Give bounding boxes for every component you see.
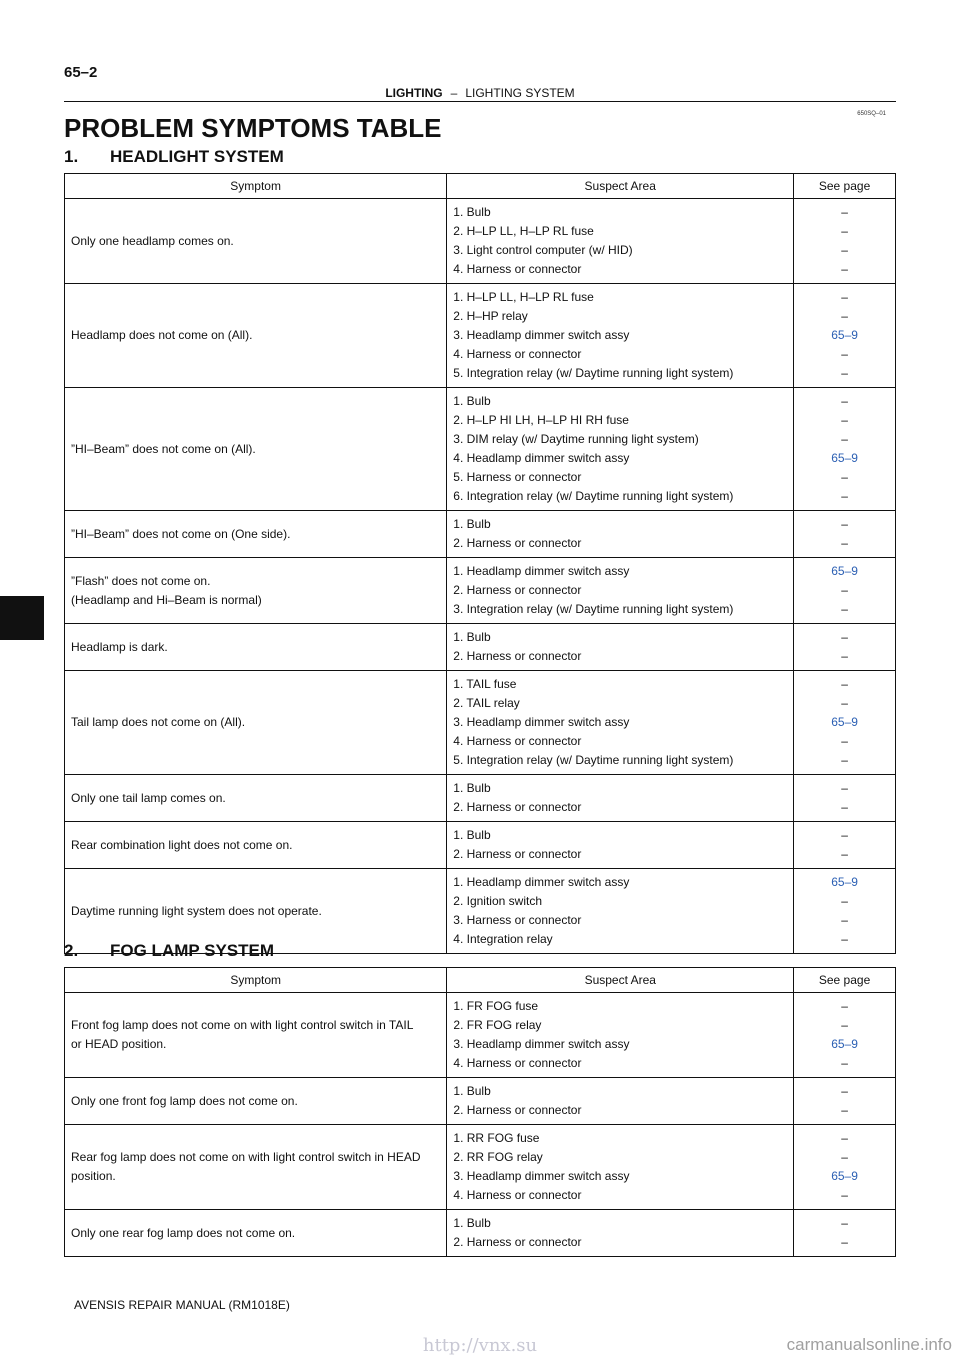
suspect-item: 2. H–LP LL, H–LP RL fuse [453, 224, 594, 238]
symptom-cell [65, 1210, 447, 1257]
suspect-item: 1. Bulb [453, 394, 491, 408]
page-reference-none: – [841, 432, 848, 446]
page-reference-none: – [841, 394, 848, 408]
column-header-suspect-area: Suspect Area [447, 174, 794, 199]
symptom-text: Headlamp is dark. [71, 639, 168, 654]
fog-lamp-symptom-table [64, 967, 896, 1257]
see-page-cell [794, 388, 896, 511]
column-header-see-page: See page [794, 968, 896, 993]
table-row [65, 558, 896, 624]
page-reference-none: – [841, 630, 848, 644]
page-reference-none: – [841, 1103, 848, 1117]
see-page-cell [794, 199, 896, 284]
page-reference-none: – [841, 602, 848, 616]
suspect-area-cell [447, 993, 794, 1078]
page-reference-link[interactable]: 65–9 [831, 875, 858, 889]
suspect-item: 2. RR FOG relay [453, 1150, 543, 1164]
suspect-item: 1. Bulb [453, 1216, 491, 1230]
header-rule [64, 101, 896, 102]
symptom-cell [65, 558, 447, 624]
table-header-row [65, 968, 896, 993]
symptom-text: ”HI–Beam” does not come on (One side). [71, 526, 291, 541]
header-chapter: LIGHTING [385, 86, 443, 100]
symptom-cell [65, 1078, 447, 1125]
footer-watermark: carmanualsonline.info [786, 1335, 952, 1354]
suspect-item: 2. Harness or connector [453, 847, 582, 861]
symptom-cell [65, 822, 447, 869]
suspect-item: 2. Harness or connector [453, 1235, 582, 1249]
column-header-symptom: Symptom [65, 968, 447, 993]
page-number: 65–2 [64, 64, 98, 81]
page-reference-none: – [841, 828, 848, 842]
symptom-cell [65, 199, 447, 284]
page-reference-none: – [841, 347, 848, 361]
page-reference-none: – [841, 205, 848, 219]
page-reference-none: – [841, 1056, 848, 1070]
page-reference-none: – [841, 894, 848, 908]
suspect-item: 1. Headlamp dimmer switch assy [453, 564, 630, 578]
suspect-item: 2. TAIL relay [453, 696, 520, 710]
see-page-cell [794, 284, 896, 388]
table-row [65, 388, 896, 511]
table-row [65, 284, 896, 388]
page-reference-link[interactable]: 65–9 [831, 564, 858, 578]
suspect-item: 2. H–LP HI LH, H–LP HI RH fuse [453, 413, 629, 427]
page-reference-none: – [841, 243, 848, 257]
see-page-cell [794, 511, 896, 558]
header-separator: – [450, 86, 458, 100]
symptom-text: Only one rear fog lamp does not come on. [71, 1225, 296, 1240]
symptom-text: Headlamp does not come on (All). [71, 328, 253, 342]
suspect-item: 5. Integration relay (w/ Daytime running light system) [453, 753, 734, 767]
table-row [65, 624, 896, 671]
table-header-row [65, 174, 896, 199]
suspect-item: 3. DIM relay (w/ Daytime running light system) [453, 432, 699, 446]
suspect-item: 4. Integration relay [453, 932, 553, 946]
symptom-cell [65, 671, 447, 775]
suspect-item: 3. Integration relay (w/ Daytime running light system) [453, 602, 734, 616]
suspect-item: 1. FR FOG fuse [453, 999, 539, 1013]
section-tab-marker [0, 596, 44, 640]
page-reference-none: – [841, 413, 848, 427]
suspect-area-cell [447, 388, 794, 511]
suspect-item: 3. Headlamp dimmer switch assy [453, 1037, 630, 1051]
page-reference-none: – [841, 1131, 848, 1145]
suspect-area-cell [447, 1078, 794, 1125]
table-row [65, 199, 896, 284]
page-reference-none: – [841, 847, 848, 861]
suspect-item: 1. H–LP LL, H–LP RL fuse [453, 290, 594, 304]
suspect-item: 2. Harness or connector [453, 649, 582, 663]
page-reference-none: – [841, 470, 848, 484]
doc-code: 650SQ–01 [857, 111, 886, 117]
suspect-item: 2. Harness or connector [453, 536, 582, 550]
page-reference-none: – [841, 366, 848, 380]
suspect-item: 2. Harness or connector [453, 583, 582, 597]
suspect-item: 3. Headlamp dimmer switch assy [453, 1169, 630, 1183]
page-reference-none: – [841, 753, 848, 767]
page-reference-none: – [841, 696, 848, 710]
suspect-item: 1. Bulb [453, 828, 491, 842]
table-row [65, 1078, 896, 1125]
page-reference-none: – [841, 734, 848, 748]
suspect-area-cell [447, 822, 794, 869]
symptom-text: Only one front fog lamp does not come on. [71, 1093, 298, 1108]
see-page-cell [794, 822, 896, 869]
suspect-area-cell [447, 199, 794, 284]
section-name: FOG LAMP SYSTEM [110, 941, 275, 960]
page-reference-none: – [841, 999, 848, 1013]
see-page-cell [794, 993, 896, 1078]
symptom-text: position. [71, 1169, 116, 1183]
suspect-item: 3. Harness or connector [453, 913, 582, 927]
suspect-area-cell [447, 775, 794, 822]
symptom-text: Tail lamp does not come on (All). [71, 715, 246, 729]
page-title: PROBLEM SYMPTOMS TABLE [64, 113, 442, 143]
table-row [65, 993, 896, 1078]
page-reference-none: – [841, 1084, 848, 1098]
suspect-area-cell [447, 624, 794, 671]
page-reference-link[interactable]: 65–9 [831, 1037, 858, 1051]
suspect-item: 6. Integration relay (w/ Daytime running light system) [453, 489, 734, 503]
symptom-cell [65, 624, 447, 671]
see-page-cell [794, 558, 896, 624]
suspect-area-cell [447, 869, 794, 954]
suspect-area-cell [447, 1125, 794, 1210]
symptom-text: Only one headlamp comes on. [71, 233, 234, 248]
suspect-item: 2. Harness or connector [453, 1103, 582, 1117]
suspect-item: 4. Harness or connector [453, 347, 582, 361]
symptom-text: ”HI–Beam” does not come on (All). [71, 441, 256, 456]
page-reference-none: – [841, 800, 848, 814]
page-reference-none: – [841, 536, 848, 550]
suspect-item: 4. Headlamp dimmer switch assy [453, 451, 630, 465]
suspect-item: 2. Ignition switch [453, 894, 542, 908]
table-row [65, 775, 896, 822]
page-reference-none: – [841, 932, 848, 946]
page-reference-link[interactable]: 65–9 [831, 451, 858, 465]
suspect-item: 1. Bulb [453, 205, 491, 219]
suspect-area-cell [447, 671, 794, 775]
see-page-cell [794, 1078, 896, 1125]
page-reference-none: – [841, 1216, 848, 1230]
page-reference-none: – [841, 1018, 848, 1032]
suspect-item: 2. H–HP relay [453, 309, 528, 323]
page-reference-none: – [841, 583, 848, 597]
page-reference-none: – [841, 489, 848, 503]
footer-manual-title: AVENSIS REPAIR MANUAL (RM1018E) [74, 1298, 290, 1312]
suspect-area-cell [447, 511, 794, 558]
section-title-headlight [64, 147, 284, 167]
suspect-area-cell [447, 558, 794, 624]
table-row [65, 671, 896, 775]
suspect-item: 1. Bulb [453, 1084, 491, 1098]
suspect-item: 4. Harness or connector [453, 734, 582, 748]
suspect-item: 5. Harness or connector [453, 470, 582, 484]
headlight-table-body [65, 199, 896, 954]
page-reference-none: – [841, 649, 848, 663]
symptom-cell [65, 284, 447, 388]
see-page-cell [794, 671, 896, 775]
suspect-area-cell [447, 284, 794, 388]
symptom-cell [65, 993, 447, 1078]
suspect-item: 3. Headlamp dimmer switch assy [453, 328, 630, 342]
footer-url-link[interactable]: http://vnx.su [422, 1335, 538, 1356]
see-page-cell [794, 869, 896, 954]
page-reference-none: – [841, 1188, 848, 1202]
see-page-cell [794, 624, 896, 671]
suspect-item: 4. Harness or connector [453, 262, 582, 276]
page-reference-link[interactable]: 65–9 [831, 715, 858, 729]
suspect-item: 4. Harness or connector [453, 1188, 582, 1202]
symptom-text: Daytime running light system does not operate. [71, 903, 322, 918]
see-page-cell [794, 775, 896, 822]
column-header-suspect-area: Suspect Area [447, 968, 794, 993]
section-name: HEADLIGHT SYSTEM [110, 147, 284, 166]
suspect-item: 2. FR FOG relay [453, 1018, 542, 1032]
section-number: 1. [64, 147, 79, 166]
page-reference-none: – [841, 309, 848, 323]
section-title-fog-lamp [64, 941, 274, 961]
symptom-text: Rear combination light does not come on. [71, 837, 293, 852]
suspect-item: 4. Harness or connector [453, 1056, 582, 1070]
page-reference-none: – [841, 781, 848, 795]
page-reference-link[interactable]: 65–9 [831, 328, 858, 342]
table-row [65, 1125, 896, 1210]
page-reference-none: – [841, 677, 848, 691]
suspect-item: 3. Light control computer (w/ HID) [453, 243, 633, 257]
page-reference-none: – [841, 517, 848, 531]
suspect-item: 1. Bulb [453, 630, 491, 644]
page-reference-none: – [841, 913, 848, 927]
symptom-cell [65, 1125, 447, 1210]
symptom-cell [65, 775, 447, 822]
column-header-see-page: See page [794, 174, 896, 199]
suspect-item: 1. TAIL fuse [453, 677, 517, 691]
page-reference-link[interactable]: 65–9 [831, 1169, 858, 1183]
running-header [0, 86, 960, 100]
suspect-item: 1. RR FOG fuse [453, 1131, 540, 1145]
symptom-text: Rear fog lamp does not come on with light control switch in HEAD [71, 1150, 421, 1164]
table-row [65, 1210, 896, 1257]
page-reference-none: – [841, 290, 848, 304]
section-number: 2. [64, 941, 79, 960]
page-reference-none: – [841, 262, 848, 276]
symptom-text: (Headlamp and Hi–Beam is normal) [71, 592, 262, 607]
symptom-text: Only one tail lamp comes on. [71, 790, 226, 805]
page-reference-none: – [841, 224, 848, 238]
see-page-cell [794, 1125, 896, 1210]
symptom-text: or HEAD position. [71, 1037, 167, 1051]
symptom-cell [65, 511, 447, 558]
table-row [65, 511, 896, 558]
see-page-cell [794, 1210, 896, 1257]
suspect-item: 1. Bulb [453, 517, 491, 531]
suspect-item: 1. Bulb [453, 781, 491, 795]
symptom-text: Front fog lamp does not come on with light control switch in TAIL [71, 1018, 414, 1032]
page-reference-none: – [841, 1235, 848, 1249]
header-section: LIGHTING SYSTEM [465, 86, 575, 100]
fog-lamp-table-body [65, 993, 896, 1257]
symptom-cell [65, 388, 447, 511]
symptom-text: ”Flash” does not come on. [71, 573, 211, 588]
suspect-item: 5. Integration relay (w/ Daytime running light system) [453, 366, 734, 380]
page-reference-none: – [841, 1150, 848, 1164]
suspect-item: 2. Harness or connector [453, 800, 582, 814]
column-header-symptom: Symptom [65, 174, 447, 199]
suspect-item: 1. Headlamp dimmer switch assy [453, 875, 630, 889]
headlight-symptom-table [64, 173, 896, 954]
suspect-area-cell [447, 1210, 794, 1257]
table-row [65, 822, 896, 869]
suspect-item: 3. Headlamp dimmer switch assy [453, 715, 630, 729]
